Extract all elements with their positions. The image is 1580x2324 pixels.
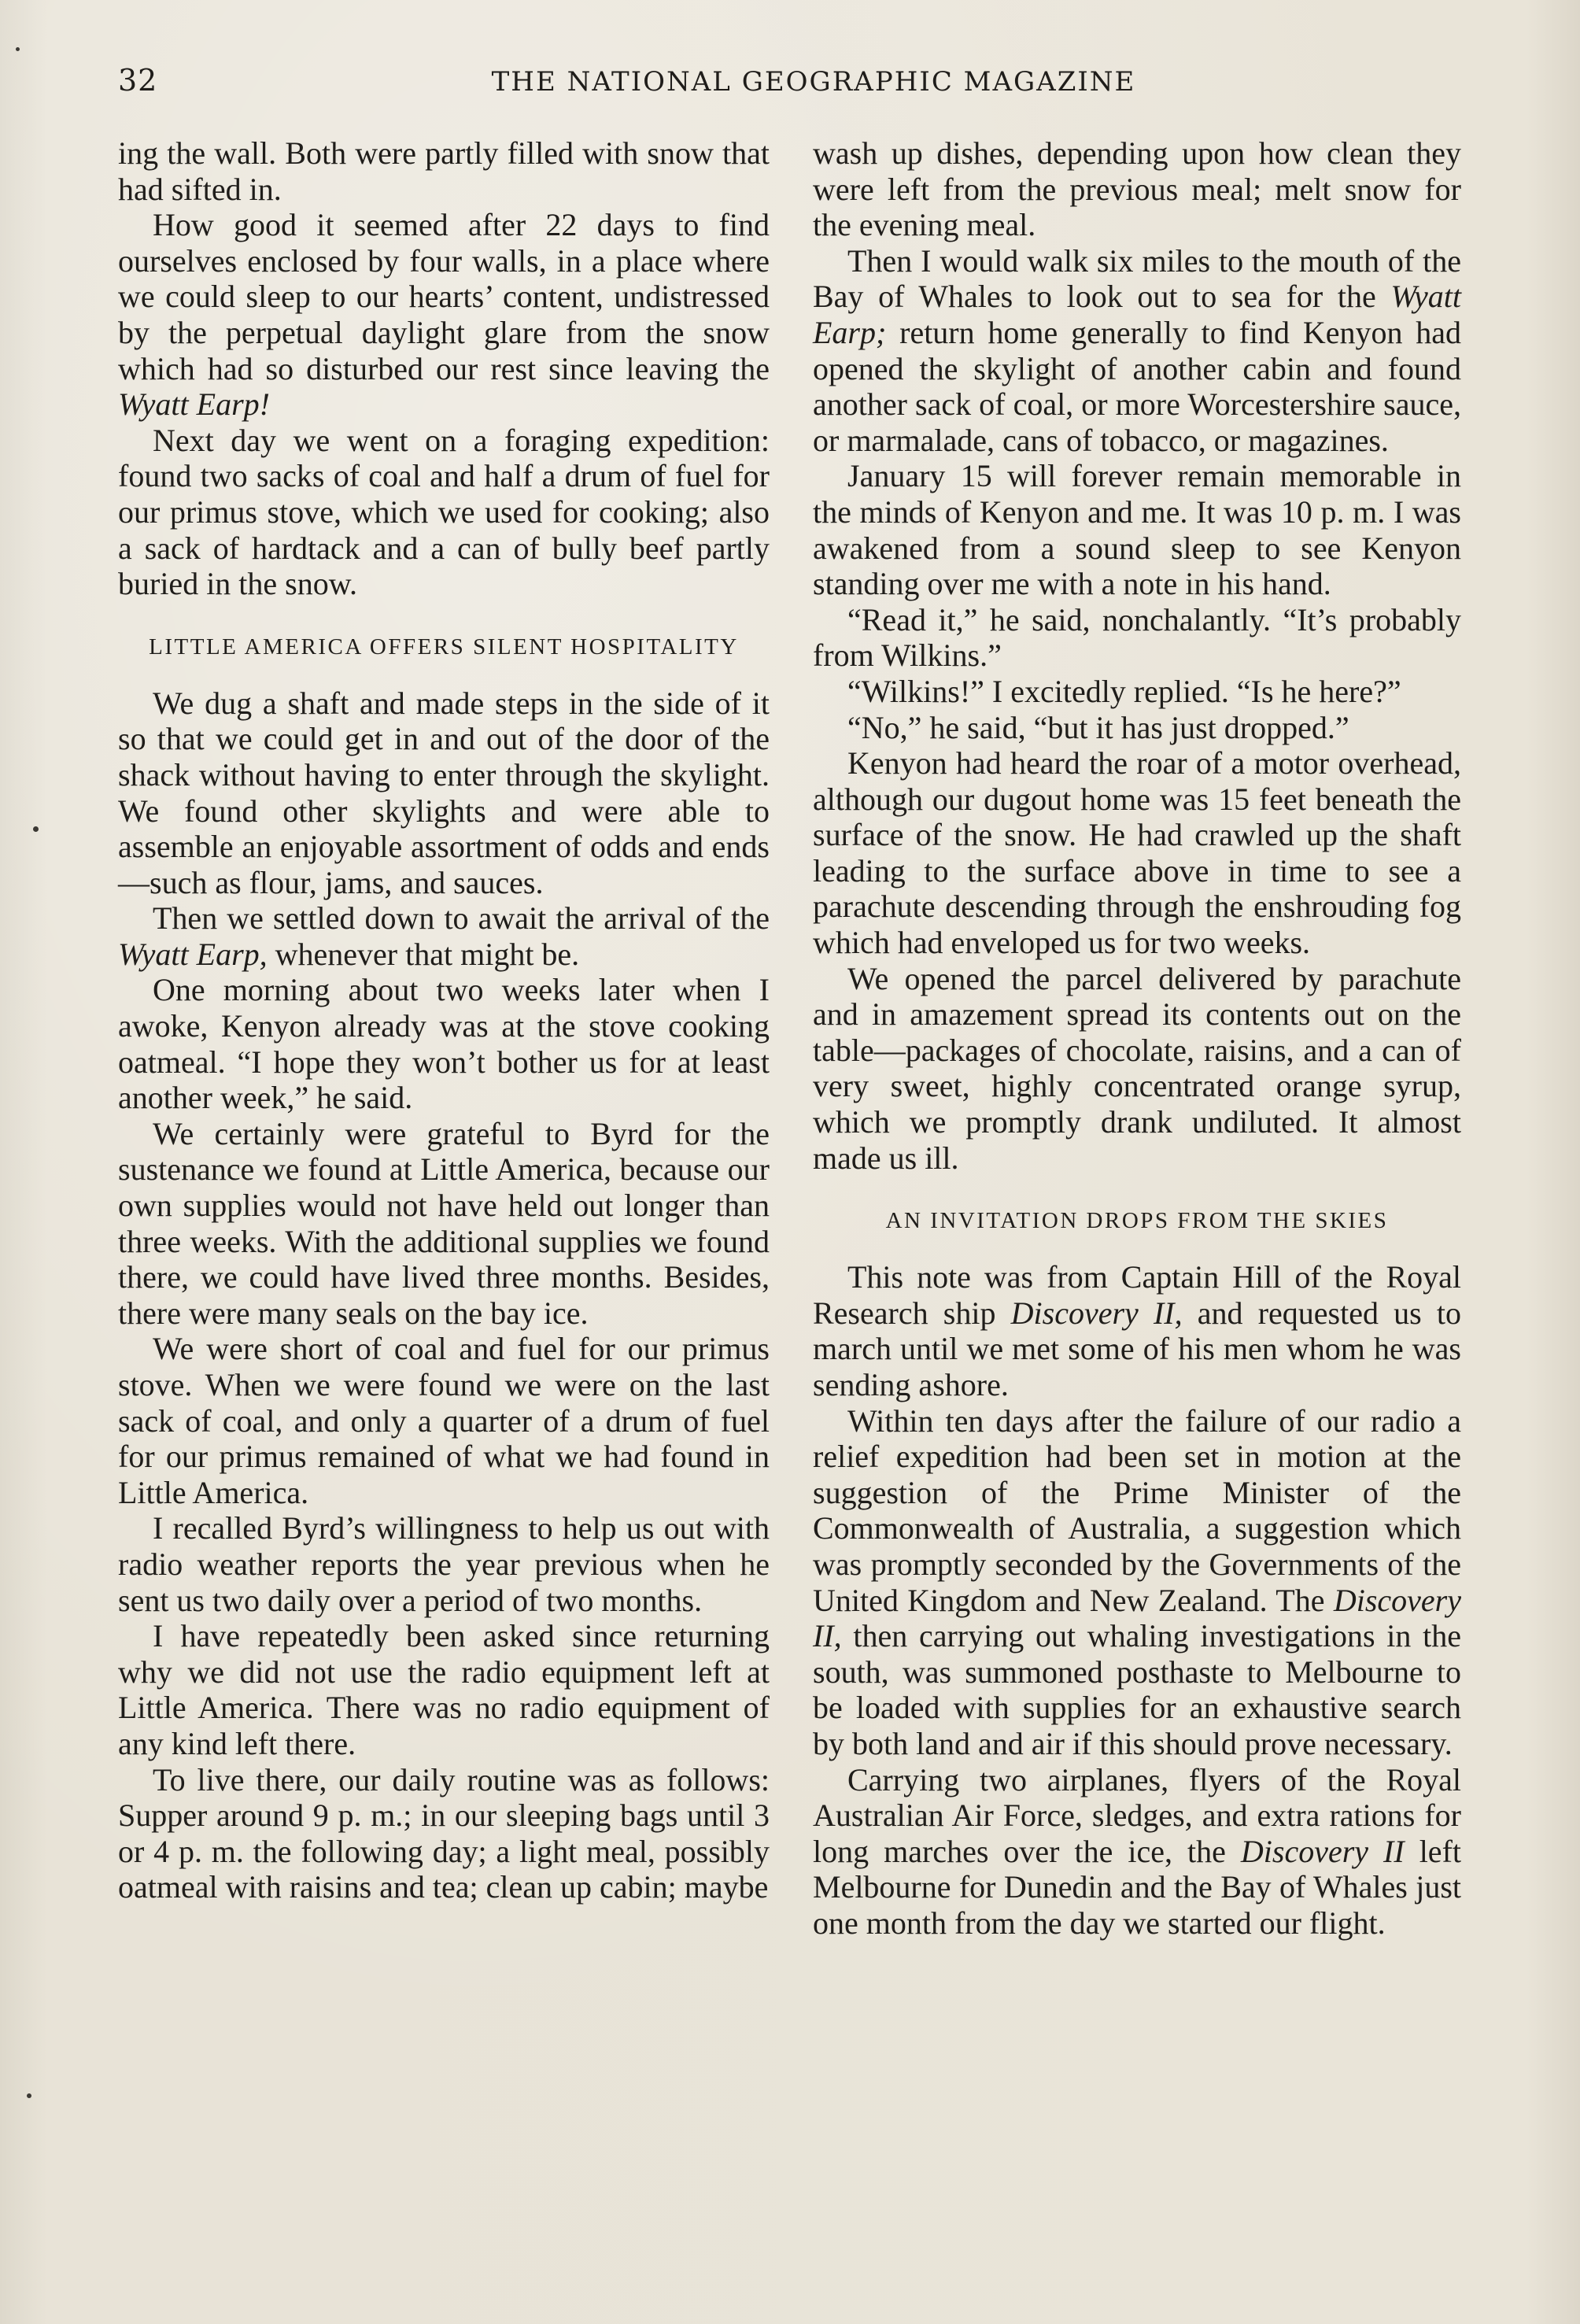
section-subhead: LITTLE AMERICA OFFERS SILENT HOSPITALITY (149, 634, 739, 660)
paper-speck (27, 2093, 31, 2098)
paragraph-text: Then I would walk six miles to the mouth of the Bay of Whales to look out to sea for the (813, 242, 1461, 315)
paragraph: To live there, our daily routine was as follows: Supper around 9 p. m.; in our sleeping bags until 3 or 4 p. m. the following day; a light meal, possibly oatmeal with raisins and tea; clean up cabin; maybe (118, 1761, 770, 1905)
paragraph (813, 1259, 1461, 1402)
paragraph (813, 1762, 1461, 1942)
paragraph: I recalled Byrd’s willingness to help us out with radio weather reports the year previous when he sent us two daily over a period of two months. (118, 1510, 770, 1618)
paragraph: ing the wall. Both were partly filled with snow that had sifted in. (118, 135, 770, 207)
paragraph: Next day we went on a foraging expedition: found two sacks of coal and half a drum of fuel for our primus stove, which we used for cooking; also a sack of hardtack and a can of bully beef partly buried in the snow. (118, 422, 770, 602)
ship-name: Discovery II (1240, 1833, 1405, 1869)
paragraph-text: and requested us to march until we met some of his men whom he was sending ashore. (813, 1295, 1461, 1402)
paragraph: “Wilkins!” I excitedly replied. “Is he here?” (847, 673, 1401, 709)
section-subhead: AN INVITATION DROPS FROM THE SKIES (885, 1208, 1389, 1234)
paragraph-text: whenever that might be. (267, 936, 580, 972)
ship-name: Discovery II, (813, 1582, 1461, 1654)
paragraph: January 15 will forever remain memorable in the minds of Kenyon and me. It was 10 p. m. I was awakened from a sound sleep to see Kenyon standing over me with a note in his hand. (813, 458, 1461, 602)
right-column (813, 135, 1461, 1942)
paragraph: wash up dishes, depending upon how clean they were left from the previous meal; melt snow for the evening meal. (813, 135, 1461, 243)
paragraph-text: Then we settled down to await the arrival of the (153, 900, 770, 937)
paragraph (813, 1403, 1461, 1762)
page-header (118, 63, 1462, 110)
paragraph: “No,” he said, “but it has just dropped.” (847, 709, 1349, 745)
paragraph: We were short of coal and fuel for our primus stove. When we were found we were on the last sack of coal, and only a quarter of a drum of fuel for our primus remained of what we had found in Little America. (118, 1331, 770, 1510)
paragraph-text: Carrying two airplanes, flyers of the Royal Australian Air Force, sledges, and extra rations for long marches over the ice, the (813, 1761, 1461, 1869)
paragraph (118, 207, 770, 423)
paragraph (118, 900, 770, 972)
paragraph-text: How good it seemed after 22 days to find ourselves enclosed by four walls, in a place where we could sleep to our hearts’ content, undistressed by the perpetual daylight glare from the snow which had so disturbed our rest since leaving the (118, 207, 770, 386)
paragraph: One morning about two weeks later when I awoke, Kenyon already was at the stove cooking oatmeal. “I hope they won’t bother us for at least another week,” he said. (118, 972, 770, 1116)
paragraph (813, 243, 1461, 459)
paper-speck (16, 47, 20, 51)
paragraph: “Read it,” he said, nonchalantly. “It’s probably from Wilkins.” (813, 601, 1461, 674)
paragraph: I have repeatedly been asked since returning why we did not use the radio equipment left at Little America. There was no radio equipment of any kind left there. (118, 1618, 770, 1761)
paragraph-text: Within ten days after the failure of our radio a relief expedition had been set in motion at the suggestion of the Prime Minister of the Commonwealth of Australia, a suggestion which was promptly seconded by the Governments of the United Kingdom and New Zealand. The (813, 1402, 1461, 1618)
ship-name: Wyatt Earp, (118, 936, 268, 972)
paragraph: Kenyon had heard the roar of a motor overhead, although our dugout home was 15 feet beneath the surface of the snow. He had crawled up the shaft leading to the surface above in time to see a parachute descending through the enshrouding fog which had enveloped us for two weeks. (813, 745, 1461, 961)
ship-name: Wyatt Earp; (813, 279, 1461, 350)
paragraph-text: left Melbourne for Dunedin and the Bay of Whales just one month from the day we started our flight. (813, 1833, 1461, 1941)
paragraph: We certainly were grateful to Byrd for the sustenance we found at Little America, because our own supplies would not have held out longer than three weeks. With the additional supplies we found there, we could have lived three months. Besides, there were many seals on the bay ice. (118, 1115, 770, 1331)
page-number: 32 (118, 63, 158, 98)
paragraph: We dug a shaft and made steps in the side of it so that we could get in and out of the door of the shack without having to enter through the skylight. We found other skylights and were able to assemble an enjoyable assortment of odds and ends—such as flour, jams, and sauces. (118, 685, 770, 900)
left-column (118, 135, 770, 1905)
paragraph: We opened the parcel delivered by parachute and in amazement spread its contents out on the table—packages of chocolate, raisins, and a can of very sweet, highly concentrated orange syrup, which we promptly drank undiluted. It almost made us ill. (813, 960, 1461, 1176)
paper-speck (33, 826, 39, 832)
ship-name: Discovery II, (1010, 1295, 1183, 1331)
paragraph-text: This note was from Captain Hill of the Royal Research ship (813, 1259, 1461, 1331)
running-title: THE NATIONAL GEOGRAPHIC MAGAZINE (491, 66, 1136, 98)
ship-name: Wyatt Earp! (118, 386, 270, 423)
paragraph-text: return home generally to find Kenyon had opened the skylight of another cabin and found another sack of coal, or more Worcestershire sauce, or marmalade, cans of tobacco, or magazines. (813, 314, 1461, 458)
paragraph-text: then carrying out whaling investigations in the south, was summoned posthaste to Melbourne to be loaded with supplies for an exhaustive search by both land and air if this should prove necessary. (813, 1618, 1461, 1761)
